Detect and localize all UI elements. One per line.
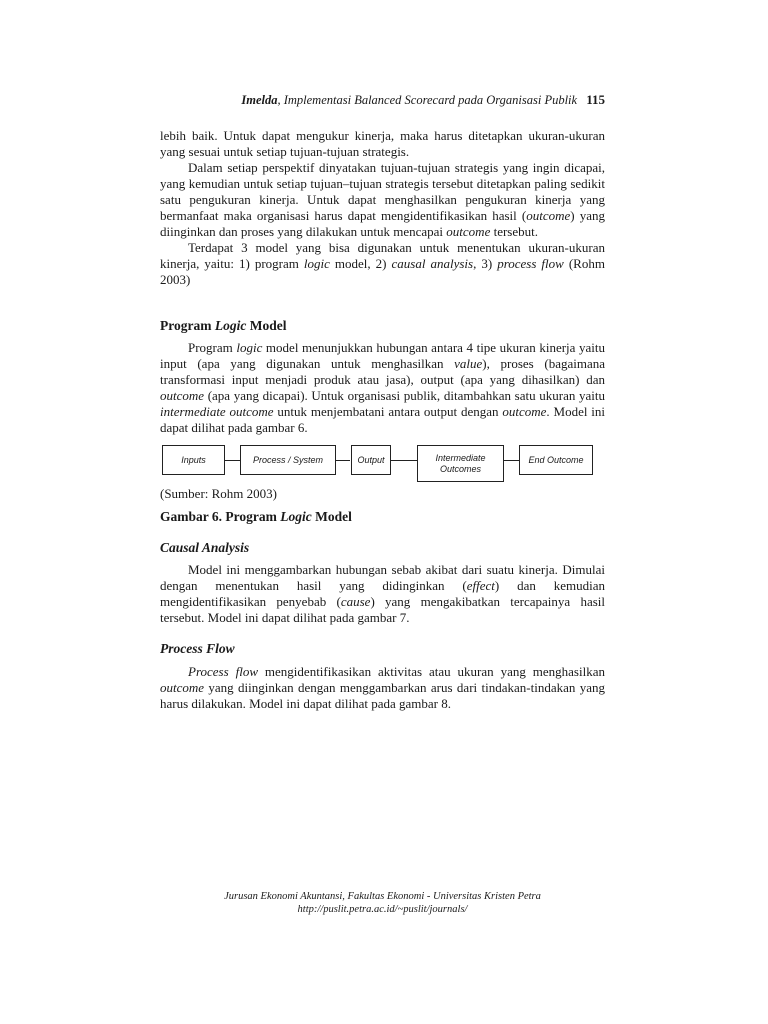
program-logic-paragraph: Program logic model menunjukkan hubungan antara 4 tipe ukuran kinerja yaitu input (apa yang digunakan untuk menghasilkan value), proses (bagaimana transformasi input menjadi produk atau jasa), output (apa yang dihasilkan) dan outcome (apa yang dicapai). Untuk organisasi publik, ditambahkan satu ukuran yaitu intermediate outcome untuk menjembatani antara output dengan outcome. Model ini dapat dilihat pada gambar 6. [160,340,606,435]
process-flow-text [160,664,605,712]
box-end-outcome: End Outcome [519,445,593,475]
footer-affiliation: Jurusan Ekonomi Akuntansi, Fakultas Ekonomi - Universitas Kristen Petra [224,891,541,902]
figure-caption: Gambar 6. Program Logic Model [160,509,352,524]
page-footer [160,890,605,916]
box-output: Output [351,445,391,475]
box-inputs: Inputs [162,445,225,475]
heading-process-flow: Process Flow [160,641,235,656]
intro-paragraph-2: Dalam setiap perspektif dinyatakan tujuan-tujuan strategis yang ingin dicapai, yang kemudian untuk setiap tujuan–tujuan strategis tersebut ditetapkan paling sedikit satu pengukuran kinerja. Untuk dapat menghasilkan pengukuran kinerja yang bermanfaat maka organisasi harus dapat mengidentifikasikan hasil (outcome) yang diinginkan dan proses yang dilakukan untuk mencapai outcome tersebut. [160,160,605,239]
intro-text [160,128,605,288]
footer-url: http://puslit.petra.ac.id/~puslit/journals/ [297,904,468,915]
connector-line [388,460,418,461]
program-logic-diagram [160,443,597,485]
process-flow-paragraph: Process flow mengidentifikasikan aktivitas atau ukuran yang menghasilkan outcome yang diinginkan dengan menggambarkan arus dari tindakan-tindakan yang harus dilakukan. Model ini dapat dilihat pada gambar 8. [160,664,605,711]
intro-paragraph-1: lebih baik. Untuk dapat mengukur kinerja, maka harus ditetapkan ukuran-ukuran yang sesuai untuk setiap tujuan-tujuan strategis. [160,128,605,159]
box-intermediate-outcomes: Intermediate Outcomes [417,445,504,482]
header-title: , Implementasi Balanced Scorecard pada Organisasi Publik [277,93,578,107]
header-author: Imelda [241,93,278,107]
causal-analysis-text [160,562,605,626]
page-number: 115 [586,92,605,107]
intro-paragraph-3: Terdapat 3 model yang bisa digunakan untuk menentukan ukuran-ukuran kinerja, yaitu: 1) program logic model, 2) causal analysis, 3) process flow (Rohm 2003) [160,240,605,287]
heading-causal-analysis: Causal Analysis [160,540,250,555]
connector-line [502,460,519,461]
figure-source: (Sumber: Rohm 2003) [160,486,277,501]
causal-analysis-paragraph: Model ini menggambarkan hubungan sebab akibat dari suatu kinerja. Dimulai dengan menentukan hasil yang didinginkan (effect) dan kemudian mengidentifikasikan penyebab (cause) yang mengakibatkan tercapainya hasil tersebut. Model ini dapat dilihat pada gambar 7. [160,562,605,625]
heading-program-logic: Program Logic Model [160,318,287,333]
box-process-system: Process / System [240,445,336,475]
program-logic-text [160,340,605,436]
connector-line [223,460,240,461]
running-header [160,92,605,108]
